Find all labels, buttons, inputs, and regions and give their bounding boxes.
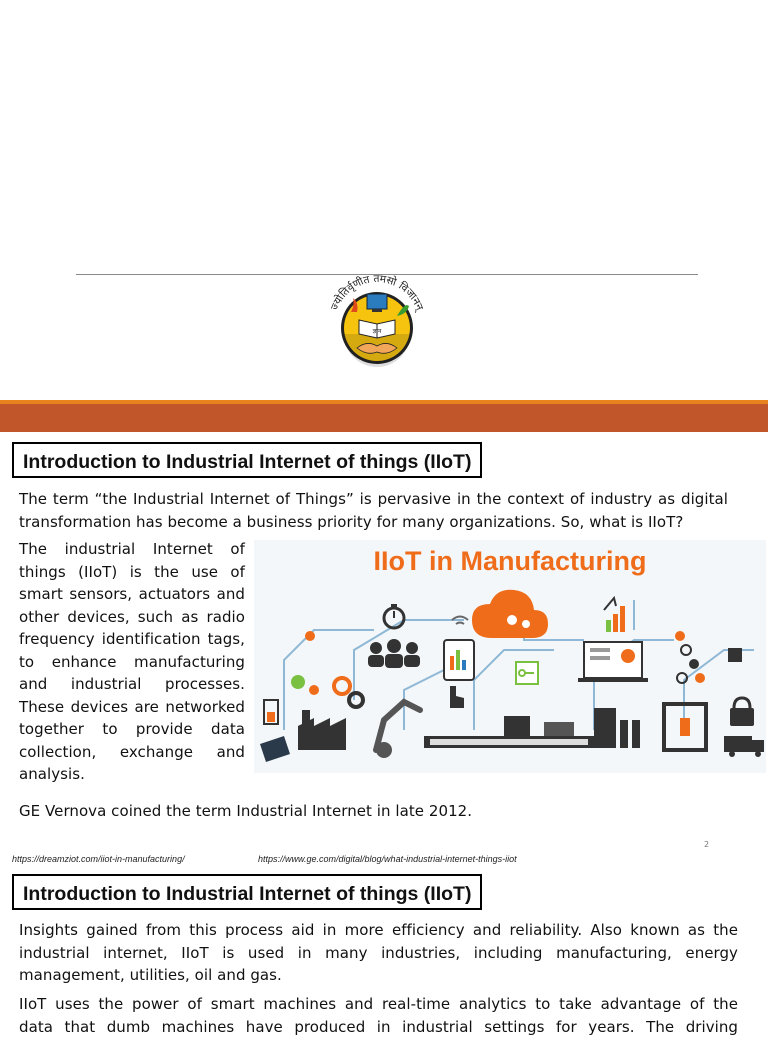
logo-book-text: ज्ञान <box>373 328 382 335</box>
source-link-2[interactable]: https://www.ge.com/digital/blog/what-industrial-internet-things-iiot <box>258 854 517 864</box>
body-line: collection, exchange and <box>19 741 245 764</box>
slide1-body <box>19 538 245 786</box>
slide1-footer-sentence: GE Vernova coined the term Industrial Internet in late 2012. <box>19 800 472 823</box>
slide2-paragraph-2 <box>19 993 738 1038</box>
slide-separator-band <box>0 404 768 432</box>
body-line: These devices are networked <box>19 696 245 719</box>
body-line: frequency identification tags, <box>19 628 245 651</box>
para2-line: IIoT uses the power of smart machines and real-time analytics to take advantage of the <box>19 993 738 1016</box>
slide2-heading: Introduction to Industrial Internet of things (IIoT) <box>12 874 482 910</box>
body-line: analysis. <box>19 763 245 786</box>
body-line: and industrial processes. <box>19 673 245 696</box>
robot-base <box>376 742 392 758</box>
key-icon <box>516 662 538 684</box>
illustration-title: IIoT in Manufacturing <box>374 546 647 576</box>
body-line: The industrial Internet of <box>19 538 245 561</box>
para2-line: data that dumb machines have produced in industrial settings for years. The driving <box>19 1016 738 1038</box>
body-line: things (IIoT) is the use of <box>19 561 245 584</box>
slide1-heading: Introduction to Industrial Internet of things (IIoT) <box>12 442 482 478</box>
slide1-intro-line: The term “the Industrial Internet of Things” is pervasive in the context of industry as digital <box>19 488 728 511</box>
para1-line: Insights gained from this process aid in more efficiency and reliability. Also known as the <box>19 919 738 942</box>
page-number: 2 <box>704 840 709 849</box>
laptop-icon <box>578 642 648 682</box>
slide2-paragraph-1 <box>19 919 738 987</box>
slide1-intro <box>19 488 728 533</box>
para1-line: management, utilities, oil and gas. <box>19 964 738 987</box>
iiot-manufacturing-illustration <box>254 540 766 773</box>
body-line: other devices, such as radio <box>19 606 245 629</box>
body-line: to enhance manufacturing <box>19 651 245 674</box>
chip-icon <box>728 648 742 662</box>
dashboard-tablet-icon <box>444 640 474 680</box>
body-line: together to provide data <box>19 718 245 741</box>
para1-line: industrial internet, IIoT is used in many industries, including manufacturing, energy <box>19 942 738 965</box>
university-logo <box>323 272 431 372</box>
slide1-intro-line: transformation has become a business priority for many organizations. So, what is IIoT? <box>19 511 728 534</box>
source-link-1[interactable]: https://dreamziot.com/iiot-in-manufacturing/ <box>12 854 185 864</box>
body-line: smart sensors, actuators and <box>19 583 245 606</box>
logo-motto: ज्योतिर्वृणीत तमसो विजानन् <box>329 273 426 314</box>
